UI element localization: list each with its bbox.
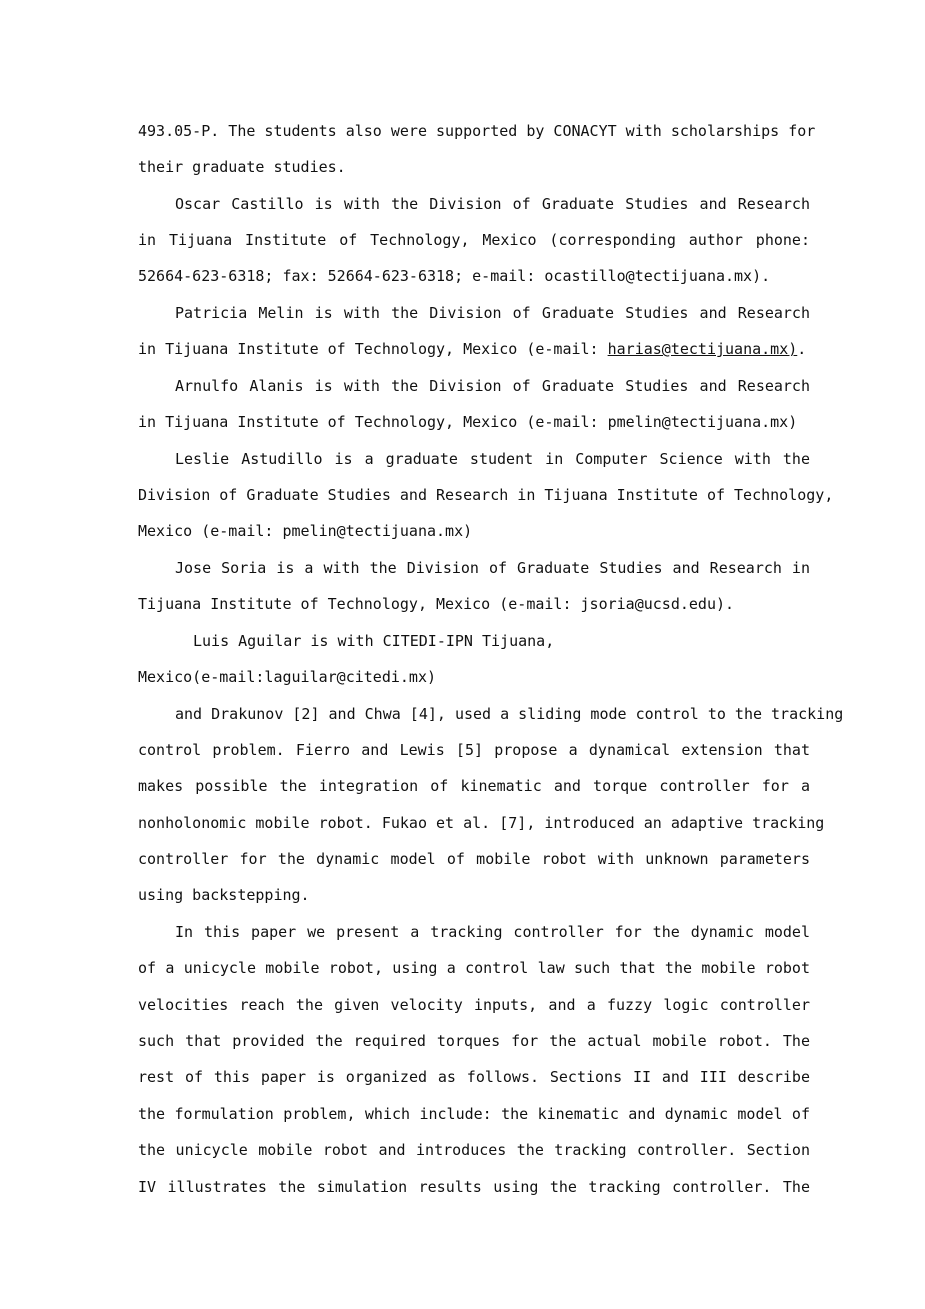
paragraph-9-line-6: the formulation problem, which include: the kinematic and dynamic model of: [138, 1105, 810, 1123]
paragraph-6-line-1: Jose Soria is a with the Division of Graduate Studies and Research in: [175, 559, 810, 577]
paragraph-1-line-1: 493.05-P. The students also were supported by CONACYT with scholarships for: [138, 122, 816, 140]
paragraph-4-line-2: in Tijuana Institute of Technology, Mexico (e-mail: pmelin@tectijuana.mx): [138, 413, 798, 431]
paragraph-8-line-4: nonholonomic mobile robot. Fukao et al. [7], introduced an adaptive tracking: [138, 814, 825, 832]
paragraph-3-line-2-text: in Tijuana Institute of Technology, Mexico (e-mail:: [138, 340, 608, 358]
paragraph-4-line-1: Arnulfo Alanis is with the Division of Graduate Studies and Research: [175, 377, 810, 395]
paragraph-9-line-1: In this paper we present a tracking controller for the dynamic model: [175, 923, 810, 941]
paragraph-5-line-2: Division of Graduate Studies and Research in Tijuana Institute of Technology,: [138, 486, 834, 504]
paragraph-1-line-2: their graduate studies.: [138, 158, 346, 176]
paragraph-9-line-3: velocities reach the given velocity inputs, and a fuzzy logic controller: [138, 996, 810, 1014]
paragraph-8-line-6: using backstepping.: [138, 886, 310, 904]
paragraph-3-line-2: [138, 337, 810, 361]
paragraph-8-line-3: makes possible the integration of kinematic and torque controller for a: [138, 777, 810, 795]
paragraph-2-line-2: in Tijuana Institute of Technology, Mexico (corresponding author phone:: [138, 231, 810, 249]
paragraph-6-line-2: Tijuana Institute of Technology, Mexico (e-mail: jsoria@ucsd.edu).: [138, 595, 735, 613]
paragraph-8-line-1: and Drakunov [2] and Chwa [4], used a sliding mode control to the tracking: [175, 705, 844, 723]
email-link[interactable]: harias@tectijuana.mx): [607, 340, 798, 358]
paragraph-9-line-8: IV illustrates the simulation results using the tracking controller. The: [138, 1178, 810, 1196]
paragraph-5-line-3: Mexico (e-mail: pmelin@tectijuana.mx): [138, 522, 473, 540]
paragraph-7-line-2: Mexico(e-mail:laguilar@citedi.mx): [138, 668, 437, 686]
paragraph-7-line-1: Luis Aguilar is with CITEDI-IPN Tijuana,: [193, 632, 555, 650]
paragraph-8-line-5: controller for the dynamic model of mobile robot with unknown parameters: [138, 850, 810, 868]
paragraph-9-line-2: of a unicycle mobile robot, using a control law such that the mobile robot: [138, 959, 810, 977]
paragraph-9-line-4: such that provided the required torques for the actual mobile robot. The: [138, 1032, 810, 1050]
paragraph-3-line-1: Patricia Melin is with the Division of Graduate Studies and Research: [175, 304, 810, 322]
paragraph-2-line-1: Oscar Castillo is with the Division of Graduate Studies and Research: [175, 195, 810, 213]
paragraph-5-line-1: Leslie Astudillo is a graduate student in Computer Science with the: [175, 450, 810, 468]
paragraph-8-line-2: control problem. Fierro and Lewis [5] propose a dynamical extension that: [138, 741, 810, 759]
paragraph-2-line-3: 52664-623-6318; fax: 52664-623-6318; e-mail: ocastillo@tectijuana.mx).: [138, 267, 771, 285]
paragraph-9-line-7: the unicycle mobile robot and introduces the tracking controller. Section: [138, 1141, 810, 1159]
paragraph-3-line-2-end: .: [797, 340, 807, 358]
paragraph-9-line-5: rest of this paper is organized as follows. Sections II and III describe: [138, 1068, 810, 1086]
